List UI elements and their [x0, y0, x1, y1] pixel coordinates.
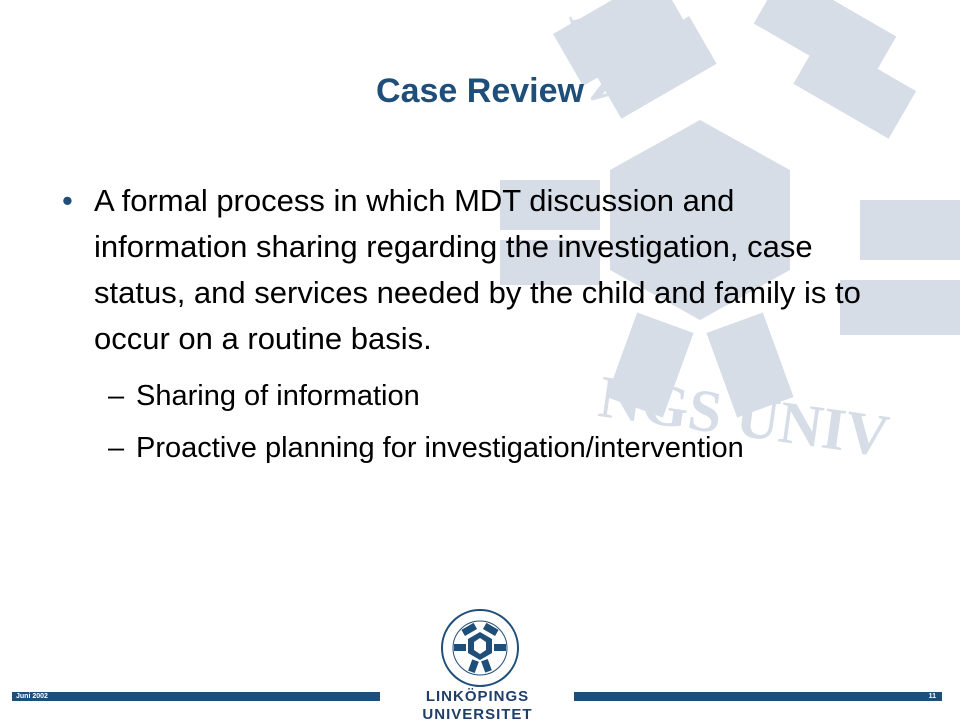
footer-university-name: LINKÖPINGS UNIVERSITET — [422, 688, 533, 720]
bullet-text: A formal process in which MDT discussion and information sharing regarding the investigation, case status, and services needed by the child and family is to occur on a routine basis. — [94, 183, 861, 356]
sub-bullet-text: Sharing of information — [136, 380, 420, 412]
sub-bullet-item — [108, 426, 902, 470]
bullet-dot-icon: • — [62, 183, 73, 218]
sub-bullet-text: Proactive planning for investigation/intervention — [136, 432, 744, 464]
svg-text:LIN: LIN — [557, 4, 637, 109]
svg-text:NGS UNIV: NGS UNIV — [594, 363, 894, 470]
slide-title: Case Review — [376, 72, 584, 110]
bullet-item — [62, 178, 902, 362]
slide-body — [62, 178, 902, 478]
footer-page-number: 11 — [928, 693, 936, 700]
footer-bar-right — [574, 692, 942, 701]
sub-bullet-item — [108, 374, 902, 418]
footer-date: Juni 2002 — [16, 693, 48, 700]
footer-bar-left — [12, 692, 380, 701]
sub-bullet-list — [62, 374, 902, 470]
dash-icon: – — [108, 432, 125, 464]
university-seal-icon — [440, 608, 520, 688]
dash-icon: – — [108, 380, 125, 412]
